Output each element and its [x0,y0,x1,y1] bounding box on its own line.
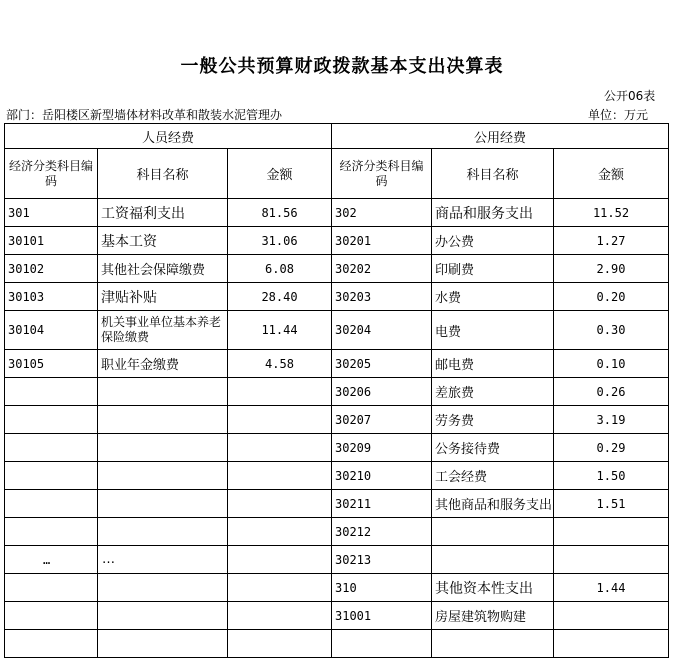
table-row [5,406,669,434]
public-code-cell: 30213 [332,546,432,574]
personnel-code-cell: 301 [5,199,98,227]
personnel-amount-cell [228,462,332,490]
public-header: 公用经费 [332,124,669,149]
form-number: 公开06表 [604,89,656,103]
personnel-code-cell: 30105 [5,350,98,378]
public-code-cell: 30206 [332,378,432,406]
public-name-cell: 商品和服务支出 [432,199,554,227]
personnel-code-cell [5,490,98,518]
table-row [5,227,669,255]
personnel-code-cell: 30104 [5,311,98,350]
personnel-name-header: 科目名称 [98,149,228,199]
public-code-cell: 30205 [332,350,432,378]
personnel-code-cell [5,378,98,406]
personnel-amount-cell: 6.08 [228,255,332,283]
personnel-code-cell: 30103 [5,283,98,311]
personnel-amount-cell [228,546,332,574]
public-code-cell: 31001 [332,602,432,630]
personnel-code-cell [5,602,98,630]
table-row [5,199,669,227]
personnel-amount-cell: 11.44 [228,311,332,350]
table-row [5,283,669,311]
public-amount-cell: 0.10 [554,350,669,378]
table-row [5,311,669,350]
personnel-name-cell: 津贴补贴 [98,283,228,311]
group-header-row [5,124,669,149]
personnel-code-cell [5,574,98,602]
public-code-cell [332,630,432,658]
public-name-cell [432,630,554,658]
public-name-cell: 办公费 [432,227,554,255]
table-row [5,350,669,378]
personnel-name-cell [98,574,228,602]
personnel-name-cell [98,462,228,490]
table-row [5,630,669,658]
public-code-cell: 310 [332,574,432,602]
public-amount-cell: 1.27 [554,227,669,255]
personnel-amount-cell: 4.58 [228,350,332,378]
table-row [5,518,669,546]
public-amount-cell: 11.52 [554,199,669,227]
public-code-cell: 30210 [332,462,432,490]
public-name-cell: 房屋建筑物购建 [432,602,554,630]
expenditure-table [4,123,669,658]
personnel-name-cell [98,406,228,434]
public-code-cell: 302 [332,199,432,227]
table-row [5,255,669,283]
column-header-row [5,149,669,199]
personnel-code-cell: … [5,546,98,574]
public-amount-cell: 0.26 [554,378,669,406]
public-amount-cell [554,546,669,574]
public-name-cell [432,546,554,574]
public-name-cell: 其他商品和服务支出 [432,490,554,518]
personnel-code-cell: 30101 [5,227,98,255]
public-amount-cell [554,518,669,546]
public-amount-cell [554,630,669,658]
public-name-cell: 工会经费 [432,462,554,490]
personnel-amount-cell: 81.56 [228,199,332,227]
public-name-header: 科目名称 [432,149,554,199]
personnel-amount-cell [228,630,332,658]
table-row [5,378,669,406]
public-amount-cell: 1.50 [554,462,669,490]
personnel-amount-cell: 31.06 [228,227,332,255]
public-name-cell: 邮电费 [432,350,554,378]
public-name-cell: 公务接待费 [432,434,554,462]
personnel-amount-cell [228,378,332,406]
personnel-amount-header: 金额 [228,149,332,199]
public-amount-cell: 0.20 [554,283,669,311]
public-code-cell: 30202 [332,255,432,283]
personnel-amount-cell [228,518,332,546]
personnel-amount-cell [228,602,332,630]
public-code-cell: 30209 [332,434,432,462]
table-row [5,434,669,462]
personnel-name-cell [98,630,228,658]
personnel-code-header: 经济分类科目编码 [5,149,98,199]
public-name-cell [432,518,554,546]
public-code-header: 经济分类科目编码 [332,149,432,199]
personnel-code-cell [5,462,98,490]
table-row [5,602,669,630]
public-code-cell: 30207 [332,406,432,434]
personnel-name-cell: 基本工资 [98,227,228,255]
public-amount-cell: 3.19 [554,406,669,434]
public-code-cell: 30203 [332,283,432,311]
personnel-amount-cell [228,574,332,602]
personnel-amount-cell [228,490,332,518]
public-name-cell: 其他资本性支出 [432,574,554,602]
public-amount-cell: 1.51 [554,490,669,518]
personnel-amount-cell: 28.40 [228,283,332,311]
personnel-code-cell: 30102 [5,255,98,283]
department-label: 部门：岳阳楼区新型墙体材料改革和散装水泥管理办 [6,108,283,122]
public-amount-header: 金额 [554,149,669,199]
personnel-amount-cell [228,434,332,462]
public-code-cell: 30212 [332,518,432,546]
personnel-code-cell [5,630,98,658]
personnel-name-cell: 其他社会保障缴费 [98,255,228,283]
personnel-name-cell [98,518,228,546]
personnel-name-cell [98,434,228,462]
personnel-name-cell: … [98,546,228,574]
table-row [5,490,669,518]
public-name-cell: 劳务费 [432,406,554,434]
personnel-code-cell [5,406,98,434]
public-name-cell: 差旅费 [432,378,554,406]
public-code-cell: 30201 [332,227,432,255]
public-amount-cell [554,602,669,630]
personnel-code-cell [5,434,98,462]
personnel-name-cell [98,490,228,518]
public-name-cell: 水费 [432,283,554,311]
table-row [5,574,669,602]
personnel-code-cell [5,518,98,546]
personnel-name-cell [98,602,228,630]
public-name-cell: 电费 [432,311,554,350]
public-amount-cell: 1.44 [554,574,669,602]
public-code-cell: 30211 [332,490,432,518]
personnel-header: 人员经费 [5,124,332,149]
public-amount-cell: 2.90 [554,255,669,283]
personnel-name-cell: 工资福利支出 [98,199,228,227]
table-row [5,546,669,574]
public-amount-cell: 0.29 [554,434,669,462]
public-amount-cell: 0.30 [554,311,669,350]
personnel-name-cell: 职业年金缴费 [98,350,228,378]
public-code-cell: 30204 [332,311,432,350]
report-title: 一般公共预算财政拨款基本支出决算表 [180,56,504,77]
personnel-name-cell [98,378,228,406]
personnel-name-cell: 机关事业单位基本养老保险缴费 [98,311,228,350]
unit-label: 单位：万元 [588,108,649,122]
table-row [5,462,669,490]
public-name-cell: 印刷费 [432,255,554,283]
personnel-amount-cell [228,406,332,434]
